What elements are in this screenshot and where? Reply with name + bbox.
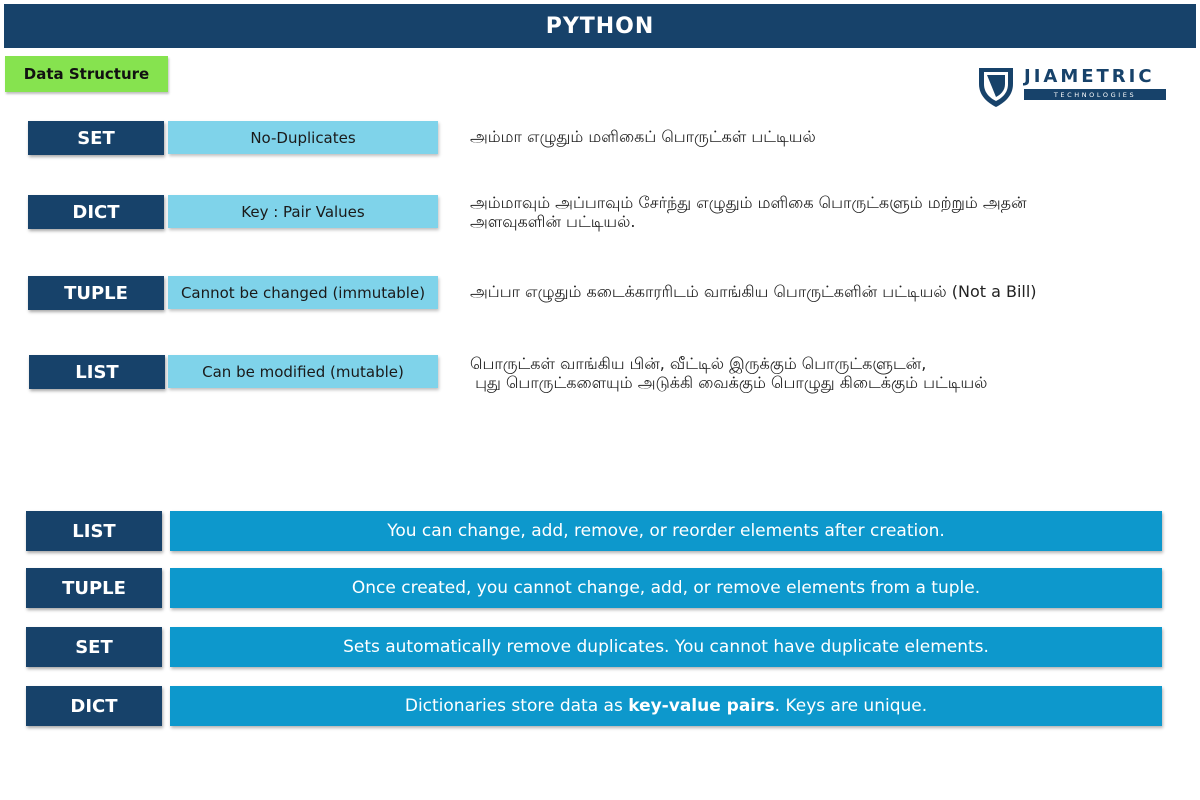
dict-tag: DICT [28, 195, 164, 229]
logo-wordmark: JIAMETRIC [1024, 66, 1155, 87]
tuple-tamil-line-1: அப்பா எழுதும் கடைக்காரரிடம் வாங்கிய பொருட்களின் பட்டியல் (Not a Bill) [470, 282, 1037, 301]
set-tamil-line-1: அம்மா எழுதும் மளிகைப் பொருட்கள் பட்டியல் [470, 127, 816, 146]
dict-tamil-line-1: அம்மாவும் அப்பாவும் சேர்ந்து எழுதும் மளிகை பொருட்களும் மற்றும் அதன் [470, 193, 1027, 212]
dict-tamil-explanation [470, 193, 1027, 231]
bottom-dict-tag: DICT [26, 686, 162, 726]
page-title: PYTHON [4, 4, 1196, 48]
shield-icon [976, 64, 1016, 108]
bottom-set-description: Sets automatically remove duplicates. You cannot have duplicate elements. [170, 627, 1162, 667]
bottom-list-tag: LIST [26, 511, 162, 551]
tuple-description: Cannot be changed (immutable) [168, 276, 438, 309]
bottom-list-description: You can change, add, remove, or reorder elements after creation. [170, 511, 1162, 551]
logo-subtitle: TECHNOLOGIES [1024, 89, 1166, 100]
tuple-tamil-explanation [470, 282, 1037, 301]
set-tamil-explanation [470, 127, 816, 146]
bottom-dict-description [170, 686, 1162, 726]
dict-text-bold: key-value pairs [628, 696, 775, 716]
dict-description: Key : Pair Values [168, 195, 438, 228]
tuple-tag: TUPLE [28, 276, 164, 310]
list-tamil-explanation [470, 354, 987, 392]
list-tag: LIST [29, 355, 165, 389]
data-structure-badge: Data Structure [5, 56, 168, 92]
dict-tamil-line-2: அளவுகளின் பட்டியல். [470, 212, 636, 231]
dict-text-before: Dictionaries store data as [404, 696, 629, 716]
jiametric-logo [976, 64, 1172, 108]
bottom-tuple-tag: TUPLE [26, 568, 162, 608]
dict-text-after: . Keys are unique. [774, 696, 928, 716]
bottom-set-tag: SET [26, 627, 162, 667]
bottom-tuple-description: Once created, you cannot change, add, or remove elements from a tuple. [170, 568, 1162, 608]
list-description: Can be modified (mutable) [168, 355, 438, 388]
list-tamil-line-1: பொருட்கள் வாங்கிய பின், வீட்டில் இருக்கும் பொருட்களுடன், [470, 354, 927, 373]
list-tamil-line-2: புது பொருட்களையும் அடுக்கி வைக்கும் பொழுது கிடைக்கும் பட்டியல் [470, 373, 988, 392]
set-description: No-Duplicates [168, 121, 438, 154]
set-tag: SET [28, 121, 164, 155]
